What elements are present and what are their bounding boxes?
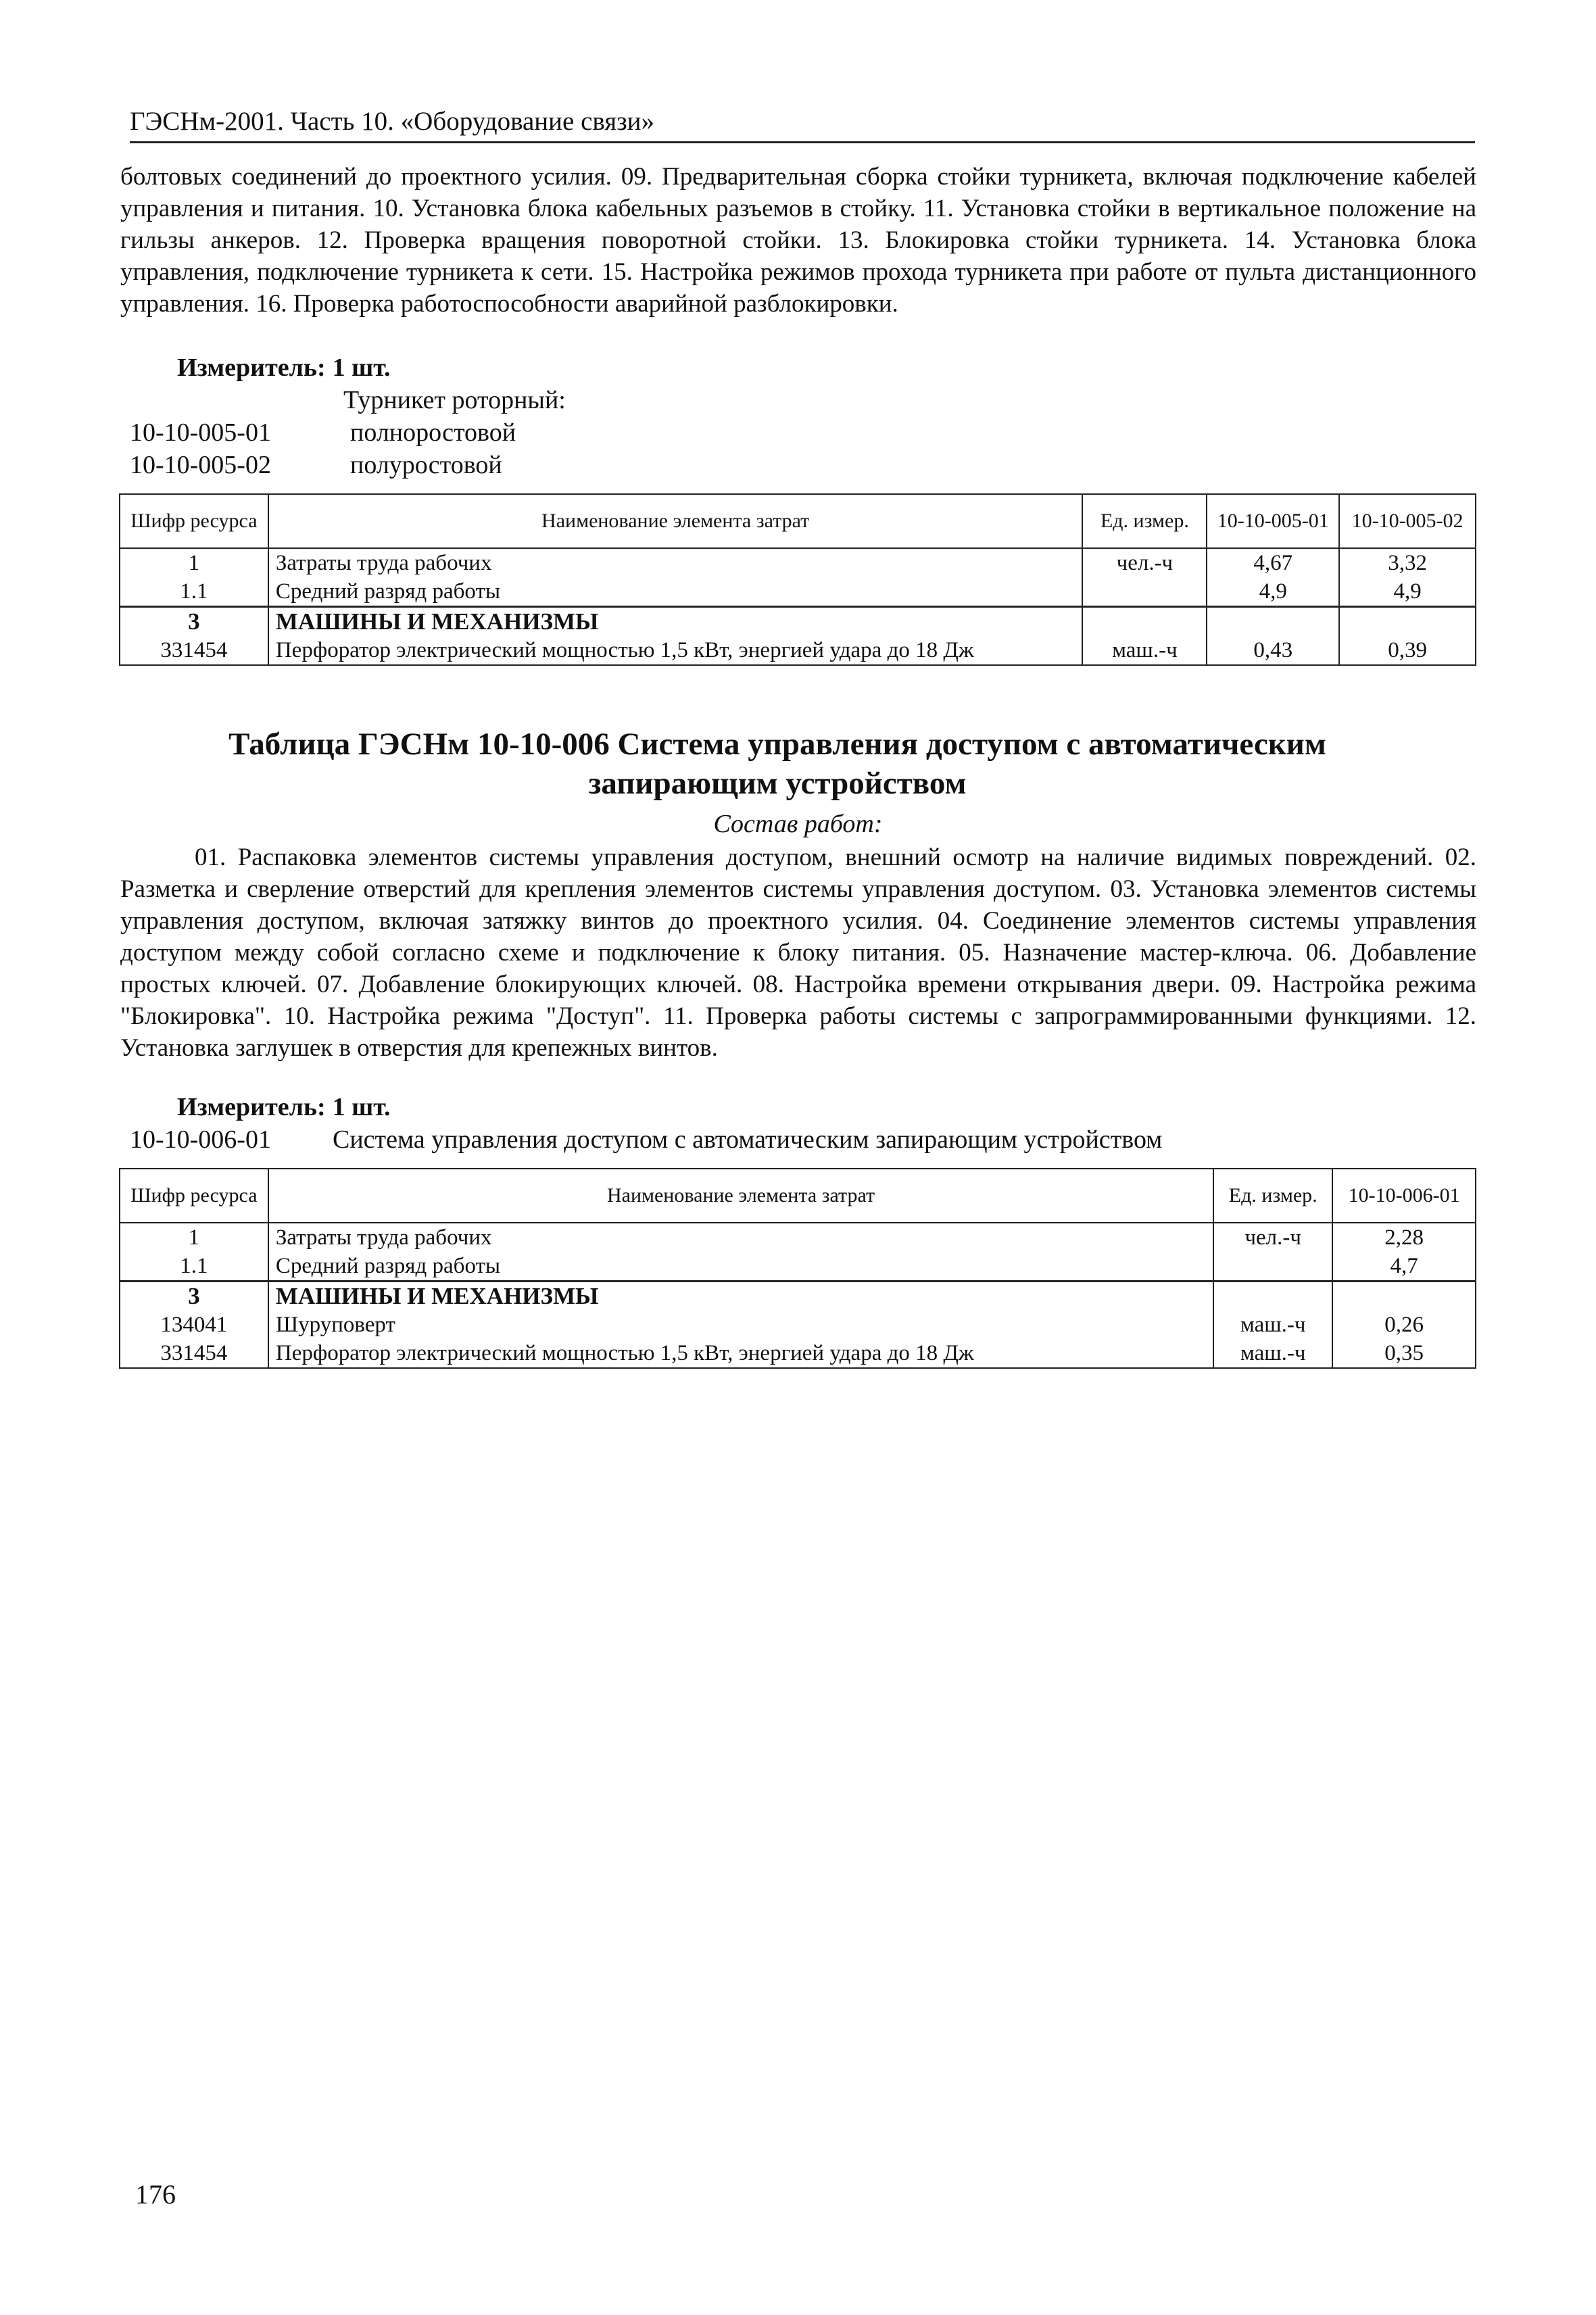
cost-table-006 xyxy=(119,1168,1476,1369)
resource-code: 331454 xyxy=(120,1339,268,1368)
cost-element: Перфоратор электрический мощностью 1,5 кВт, энергией удара до 18 Дж xyxy=(268,636,1083,665)
table-row xyxy=(120,607,1476,637)
value-2: 0,39 xyxy=(1339,636,1476,665)
unit: чел.-ч xyxy=(1082,548,1207,577)
value-2: 4,9 xyxy=(1339,577,1476,607)
cost-element: МАШИНЫ И МЕХАНИЗМЫ xyxy=(268,1282,1213,1311)
table-row xyxy=(120,636,1476,665)
table-row xyxy=(120,1282,1476,1311)
resource-code: 331454 xyxy=(120,636,268,665)
value-1: 4,7 xyxy=(1332,1252,1476,1282)
value-1: 4,9 xyxy=(1207,577,1339,607)
cost-element: Шуруповерт xyxy=(268,1311,1213,1339)
header-resource-code: Шифр ресурса xyxy=(120,1169,268,1223)
table-header-row xyxy=(120,494,1476,548)
unit xyxy=(1082,607,1207,637)
resource-code: 3 xyxy=(120,607,268,637)
value-1: 0,43 xyxy=(1207,636,1339,665)
running-header: ГЭСНм-2001. Часть 10. «Оборудование связи» xyxy=(130,105,1475,143)
resource-code: 134041 xyxy=(120,1311,268,1339)
cost-table-005 xyxy=(119,493,1476,666)
work-composition-005: болтовых соединений до проектного усилия. 09. Предварительная сборка стойки турникета, включая подключение кабелей управления и питания. 10. Установка блока кабельных разъемов в стойку. 11. Установка стойки в вертикальное положение на гильзы анкеров. 12. Проверка вращения поворотной стойки. 13. Блокировка стойки турникета. 14. Установка блока управления, подключение турникета к сети. 15. Настройка режимов прохода турникета при работе от пульта дистанционного управления. 16. Проверка работоспособности аварийной разблокировки. xyxy=(120,163,1476,318)
header-norm-1: 10-10-006-01 xyxy=(1332,1169,1476,1223)
table-row xyxy=(120,577,1476,607)
page-number: 176 xyxy=(135,2179,176,2210)
header-norm-2: 10-10-005-02 xyxy=(1339,494,1476,548)
resource-code: 1.1 xyxy=(120,577,268,607)
norm-code: 10-10-005-01 xyxy=(130,418,271,447)
table-row xyxy=(120,1252,1476,1282)
norm-code: 10-10-006-01 xyxy=(130,1125,271,1154)
norm-name: Система управления доступом с автоматическим запирающим устройством xyxy=(333,1125,1163,1154)
header-unit: Ед. измер. xyxy=(1213,1169,1332,1223)
measure-value: 1 шт. xyxy=(332,354,391,382)
value-1 xyxy=(1207,607,1339,637)
cost-element: Средний разряд работы xyxy=(268,577,1083,607)
resource-code: 1 xyxy=(120,548,268,577)
unit: маш.-ч xyxy=(1213,1311,1332,1339)
unit: чел.-ч xyxy=(1213,1223,1332,1252)
cost-element: Затраты труда рабочих xyxy=(268,548,1083,577)
measure-label: Измеритель: xyxy=(177,1093,326,1121)
header-unit: Ед. измер. xyxy=(1082,494,1207,548)
measure-label: Измеритель: xyxy=(177,354,326,382)
header-cost-element: Наименование элемента затрат xyxy=(268,494,1083,548)
value-1: 0,35 xyxy=(1332,1339,1476,1368)
resource-code: 1.1 xyxy=(120,1252,268,1282)
header-resource-code: Шифр ресурса xyxy=(120,494,268,548)
measure-005 xyxy=(177,351,391,384)
cost-element: Затраты труда рабочих xyxy=(268,1223,1213,1252)
cost-element: МАШИНЫ И МЕХАНИЗМЫ xyxy=(268,607,1083,637)
unit: маш.-ч xyxy=(1082,636,1207,665)
header-cost-element: Наименование элемента затрат xyxy=(268,1169,1213,1223)
table-title-line-1: Таблица ГЭСНм 10-10-006 Система управления доступом с автоматическим xyxy=(228,727,1326,762)
norm-name: полноростовой xyxy=(350,418,516,447)
value-1 xyxy=(1332,1282,1476,1311)
resource-code: 3 xyxy=(120,1282,268,1311)
code-line xyxy=(130,416,516,449)
value-1: 0,26 xyxy=(1332,1311,1476,1339)
table-row xyxy=(120,1311,1476,1339)
measure-value: 1 шт. xyxy=(332,1093,391,1121)
unit: маш.-ч xyxy=(1213,1339,1332,1368)
table-row xyxy=(120,1223,1476,1252)
unit xyxy=(1082,577,1207,607)
table-title-line-2: запирающим устройством xyxy=(588,766,967,801)
work-composition-006: 01. Распаковка элементов системы управления доступом, внешний осмотр на наличие видимых повреждений. 02. Разметка и сверление отверстий для крепления элементов системы управления доступом. 03. Установка элементов системы управления доступом, включая затяжку винтов до проектного усилия. 04. Соединение элементов системы управления доступом между собой согласно схеме и подключение к блоку питания. 05. Назначение мастер-ключа. 06. Добавление простых ключей. 07. Добавление блокирующих ключей. 08. Настройка времени открывания двери. 09. Настройка режима "Блокировка". 10. Настройка режима "Доступ". 11. Проверка работы системы с запрограммированными функциями. 12. Установка заглушек в отверстия для крепежных винтов. xyxy=(120,844,1476,1062)
table-header-row xyxy=(120,1169,1476,1223)
cost-element: Перфоратор электрический мощностью 1,5 кВт, энергией удара до 18 Дж xyxy=(268,1339,1213,1368)
table-title xyxy=(135,725,1420,803)
cost-element: Средний разряд работы xyxy=(268,1252,1213,1282)
turnstile-subheading: Турникет роторный: xyxy=(343,386,566,414)
value-1: 2,28 xyxy=(1332,1223,1476,1252)
value-2 xyxy=(1339,607,1476,637)
table-row xyxy=(120,548,1476,577)
code-line xyxy=(130,449,502,481)
norm-code: 10-10-005-02 xyxy=(130,451,271,479)
value-1: 4,67 xyxy=(1207,548,1339,577)
code-line xyxy=(130,1123,1162,1156)
composition-title: Состав работ: xyxy=(713,810,883,838)
header-norm-1: 10-10-005-01 xyxy=(1207,494,1339,548)
value-2: 3,32 xyxy=(1339,548,1476,577)
unit xyxy=(1213,1252,1332,1282)
resource-code: 1 xyxy=(120,1223,268,1252)
unit xyxy=(1213,1282,1332,1311)
norm-name: полуростовой xyxy=(350,451,502,479)
table-row xyxy=(120,1339,1476,1368)
measure-006 xyxy=(177,1091,391,1123)
